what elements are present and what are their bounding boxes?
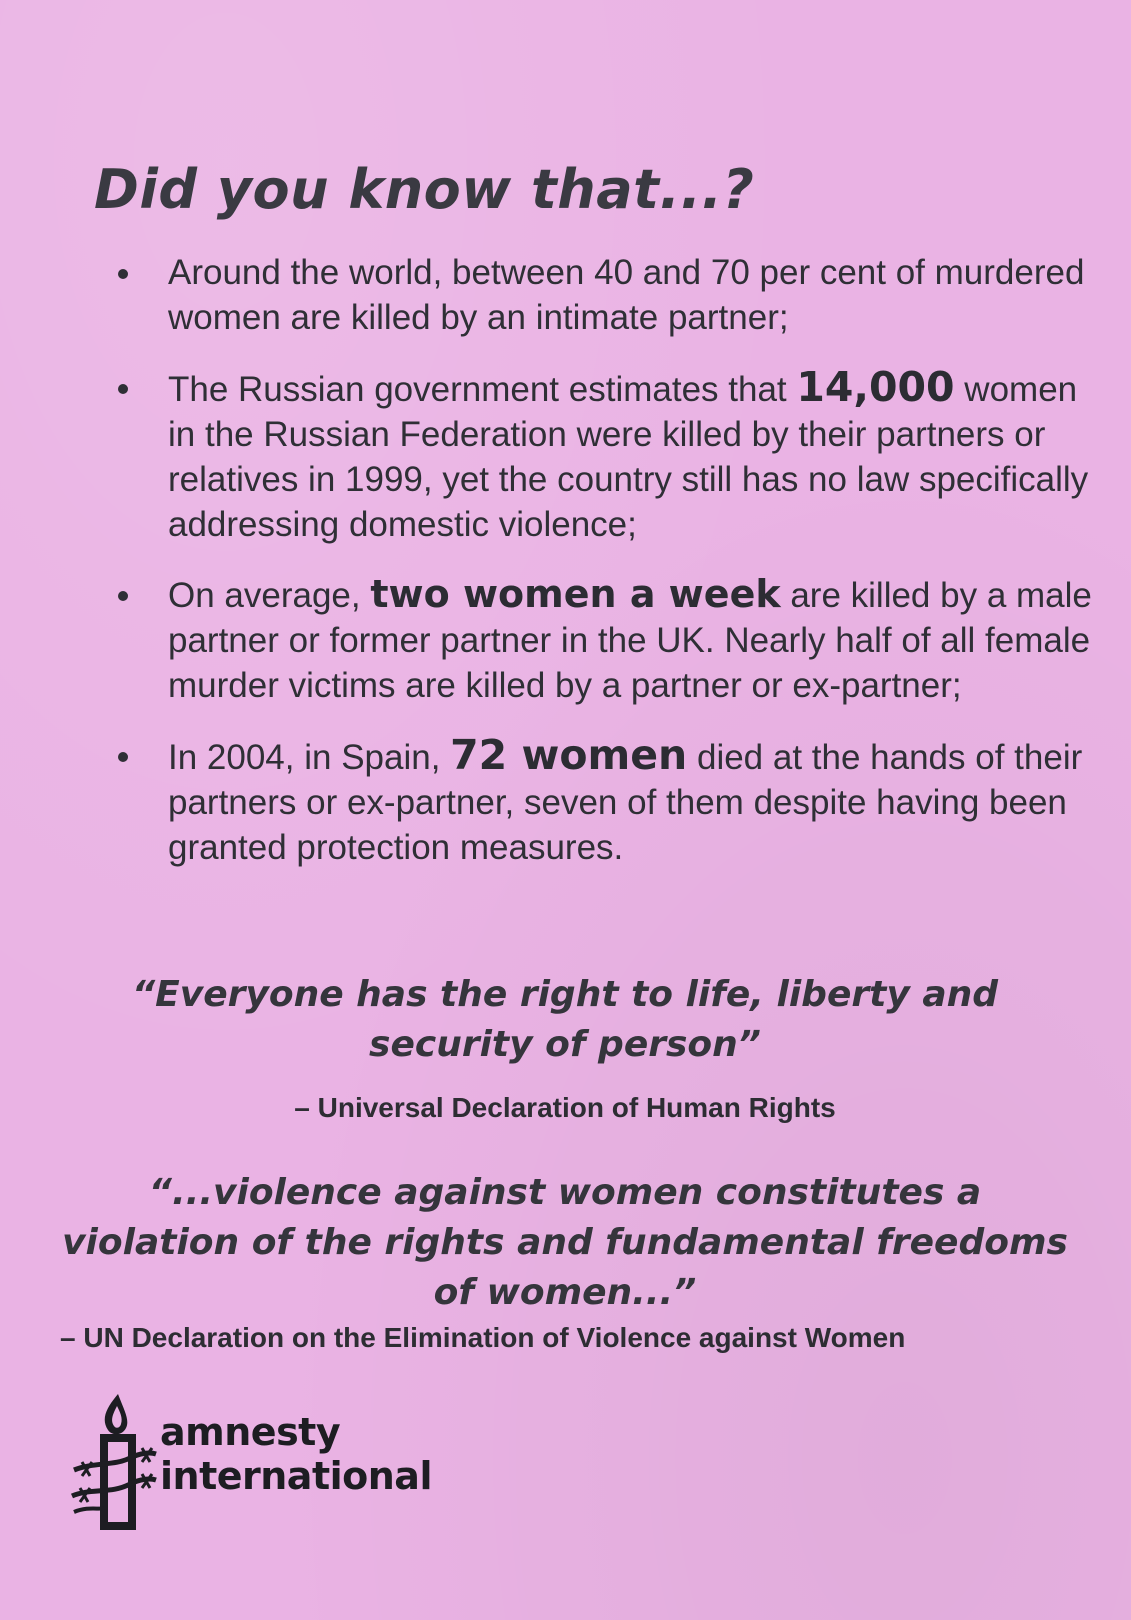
quote-un-declaration-attribution: – UN Declaration on the Elimination of Violence against Women — [60, 1322, 906, 1353]
fact-item-3 — [110, 572, 1110, 708]
fact-text — [168, 572, 1098, 708]
fact-text-post: women in the Russian Federation were killed by their partners or relatives in 1999, yet the country still has no law specifically addressing domestic violence; — [168, 370, 1089, 544]
fact-text — [168, 733, 1098, 870]
fact-text-post: died at the hands of their partners or ex-partner, seven of them despite having been granted protection measures. — [168, 738, 1083, 867]
fact-text-pre: In 2004, in Spain, — [168, 738, 451, 777]
fact-item-1 — [110, 250, 1110, 340]
bullet-icon — [118, 384, 128, 394]
page-title: Did you know that...? — [94, 158, 755, 221]
quote-udhr-attribution: – Universal Declaration of Human Rights — [294, 1092, 836, 1123]
fact-emphasis: 14,000 — [796, 363, 955, 411]
logo-line-2: international — [160, 1454, 432, 1498]
fact-item-2 — [110, 365, 1110, 547]
fact-item-4 — [110, 733, 1110, 870]
fact-text-pre: On average, — [168, 576, 371, 615]
fact-emphasis: 72 women — [450, 731, 688, 779]
amnesty-logo — [68, 1392, 488, 1530]
bullet-icon — [118, 752, 128, 762]
facts-list — [110, 250, 1110, 895]
fact-emphasis: two women a week — [370, 572, 781, 616]
candle-barbed-wire-icon — [68, 1392, 158, 1530]
fact-text-pre: Around the world, between 40 and 70 per cent of murdered women are killed by an intimate partner; — [168, 253, 1085, 337]
quote-un-declaration: “...violence against women constitutes a violation of the rights and fundamental freedoms of women...” — [62, 1172, 1068, 1313]
logo-line-1: amnesty — [160, 1410, 341, 1454]
fact-text-post: are killed by a male partner or former partner in the UK. Nearly half of all female murder victims are killed by a partner or ex-partner; — [168, 576, 1092, 705]
fact-text-pre: The Russian government estimates that — [168, 370, 797, 409]
fact-text — [168, 250, 1098, 340]
bullet-icon — [118, 269, 128, 279]
logo-wordmark — [160, 1410, 432, 1498]
fact-text — [168, 365, 1098, 547]
quote-udhr: “Everyone has the right to life, liberty and security of person” — [131, 974, 999, 1065]
bullet-icon — [118, 591, 128, 601]
